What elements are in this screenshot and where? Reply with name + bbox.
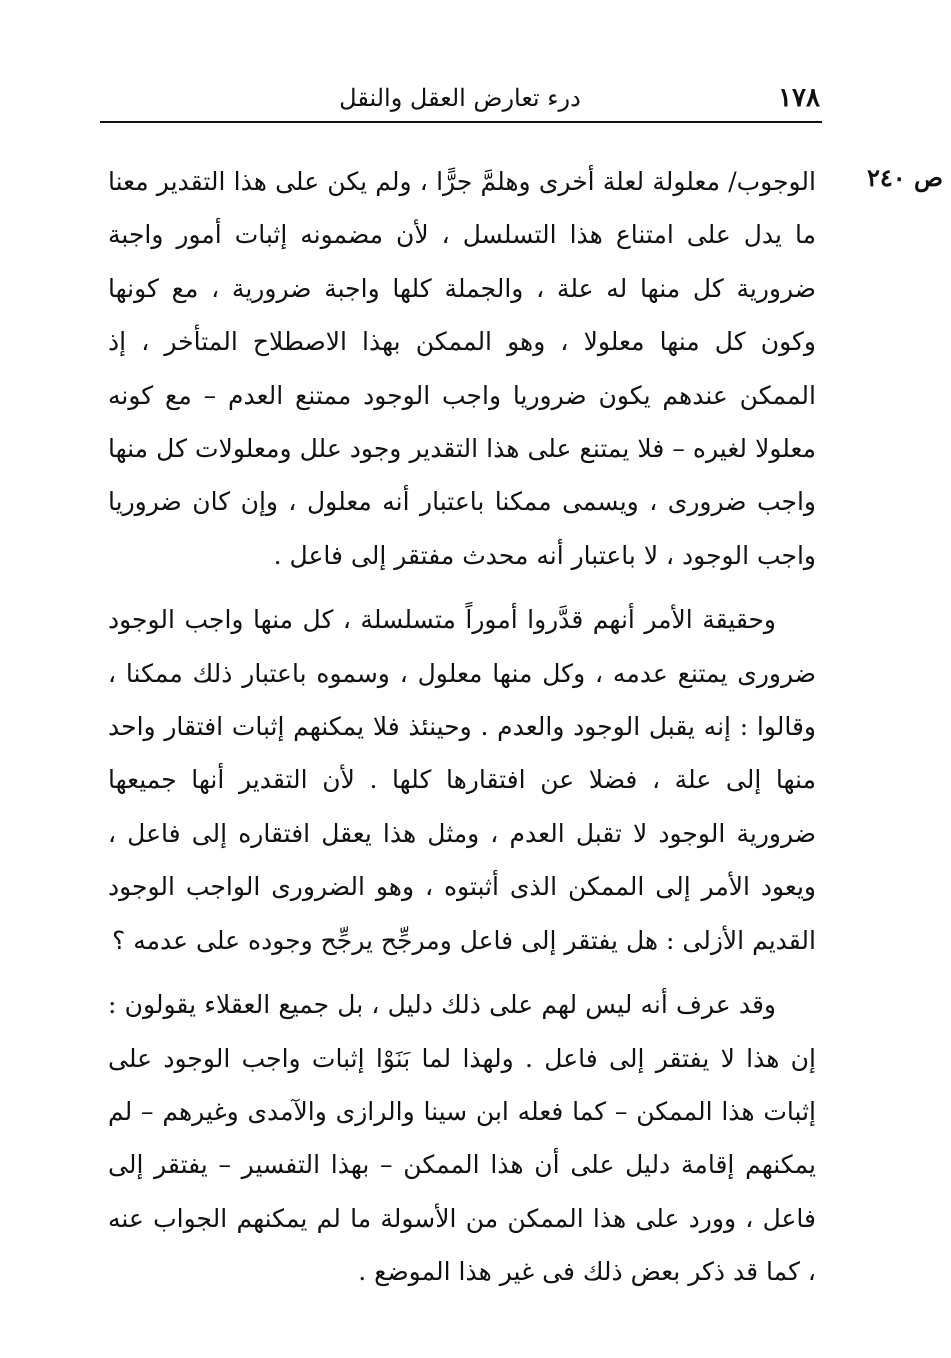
paragraph-2: وحقيقة الأمر أنهم قدَّروا أموراً متسلسلة ، كل منها واجب الوجود ضرورى يمتنع عدمه ، وكل منها معلول ، وسموه باعتبار ذلك ممكنا ، وقالوا : إنه يقبل الوجود والعدم . وحينئذ فلا يمكنهم إثبات افتقار واحد منها إلى علة ، فضلا عن افتقارها كلها . لأن التقدير أنها جميعها ضرورية الوجود لا تقبل العدم ، ومثل هذا يعقل افتقاره إلى فاعل ، ويعود الأمر إلى الممكن الذى أثبتوه ، وهو الضرورى الواجب الوجود القديم الأزلى : هل يفتقر إلى فاعل ومرجِّح يرجِّح وجوده على عدمه ؟ [108, 605, 816, 955]
paragraph-3: وقد عرف أنه ليس لهم على ذلك دليل ، بل جميع العقلاء يقولون : إن هذا لا يفتقر إلى فاعل . ولهذا لما بَنَوْا إثبات واجب الوجود على إثبات هذا الممكن – كما فعله ابن سينا والرازى والآمدى وغيرهم – لم يمكنهم إقامة دليل على أن هذا الممكن – بهذا التفسير – يفتقر إلى فاعل ، وورد على هذا الممكن من الأسولة ما لم يمكنهم الجواب عنه ، كما قد ذكر بعض ذلك فى غير هذا الموضع . [108, 990, 816, 1287]
running-title: درء تعارض العقل والنقل [339, 84, 581, 112]
header-rule [100, 121, 822, 123]
paragraph-1: الوجوب/ معلولة لعلة أخرى وهلمَّ جرًّا ، ولم يكن على هذا التقدير معنا ما يدل على امتناع هذا التسلسل ، لأن مضمونه إثبات أمور واجبة ضرورية كل منها له علة ، والجملة كلها واجبة ضرورية ، مع كونها وكون كل منها معلولا ، وهو الممكن بهذا الاصطلاح المتأخر ، إذ الممكن عندهم يكون ضروريا واجب الوجود ممتنع العدم – مع كونه معلولا لغيره – فلا يمتنع على هذا التقدير وجود علل ومعلولات كل منها واجب ضرورى ، ويسمى ممكنا باعتبار أنه معلول ، وإن كان ضروريا واجب الوجود ، لا باعتبار أنه محدث مفتقر إلى فاعل . [108, 167, 816, 570]
page-header [100, 78, 820, 118]
body-text [108, 155, 816, 1299]
margin-page-reference: ص ٢٤٠ [866, 163, 943, 192]
page-number: ١٧٨ [778, 83, 820, 113]
